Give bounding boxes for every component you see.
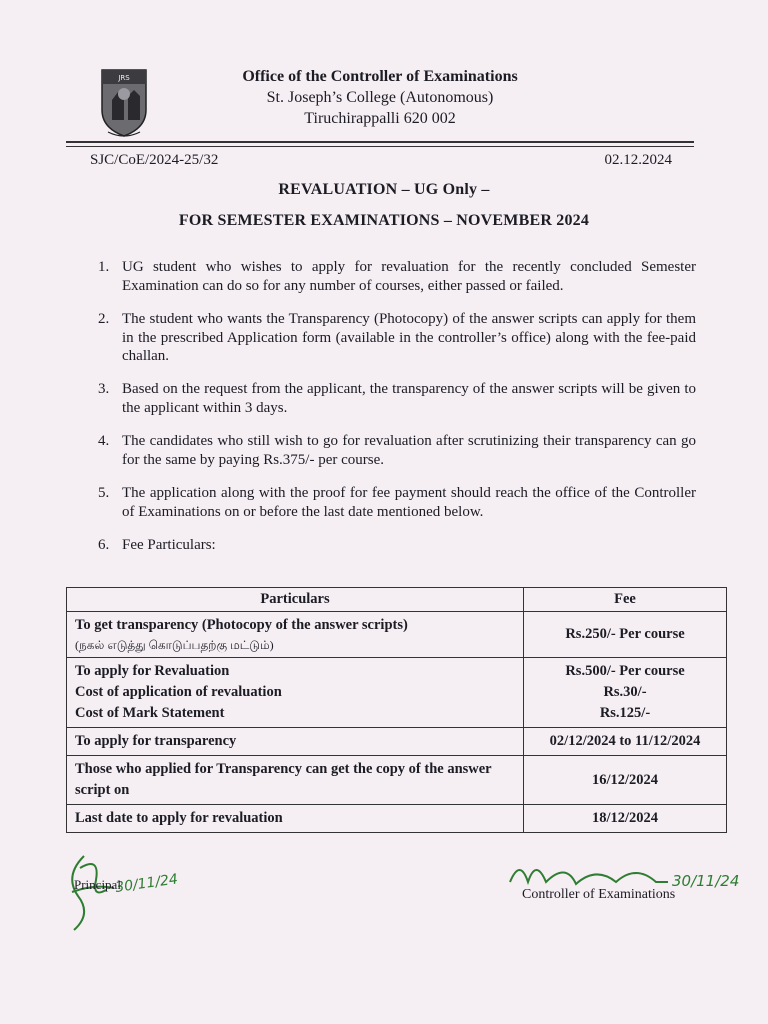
table-cell-particulars: To apply for transparency: [67, 728, 524, 756]
college-address: Tiruchirappalli 620 002: [304, 110, 456, 127]
list-item: 1. UG student who wishes to apply for revaluation for the recently concluded Semester Examination can do so for any number of courses, either passed or failed.: [98, 259, 696, 294]
table-cell-fee: 16/12/2024: [524, 756, 727, 805]
instruction-list: [98, 258, 696, 571]
header-rule-thin: [66, 146, 694, 147]
header-rule-thick: [66, 141, 694, 143]
table-cell-particulars: To get transparency (Photocopy of the answer scripts) (நகல் எடுத்து கொடுப்பதற்கு மட்டும்): [67, 612, 524, 658]
table-cell-fee: Rs.500/- Per course Rs.30/- Rs.125/-: [524, 658, 727, 728]
circular-subtitle: FOR SEMESTER EXAMINATIONS – NOVEMBER 2024: [178, 212, 590, 229]
table-cell-fee: 18/12/2024: [524, 805, 727, 833]
table-cell-particulars: Last date to apply for revaluation: [67, 805, 524, 833]
svg-text:JRS: JRS: [118, 74, 130, 82]
circular-date: 02.12.2024: [604, 152, 672, 168]
circular-title: REVALUATION – UG Only –: [278, 181, 490, 198]
list-item: 6. Fee Particulars:: [98, 537, 216, 553]
table-cell-fee: 02/12/2024 to 11/12/2024: [524, 728, 727, 756]
table-row: [67, 728, 727, 756]
table-row: [67, 612, 727, 658]
reference-number: SJC/CoE/2024-25/32: [90, 152, 219, 168]
tamil-translation: (நகல் எடுத்து கொடுப்பதற்கு மட்டும்): [75, 638, 274, 652]
list-item: 5. The application along with the proof for fee payment should reach the office of the Controller of Examinations on or before the last date mentioned below.: [98, 485, 696, 520]
column-header-fee: Fee: [524, 588, 727, 612]
svg-text:30/11/24: 30/11/24: [114, 871, 179, 896]
svg-text:30/11/24: 30/11/24: [672, 872, 740, 890]
table-cell-particulars: To apply for Revaluation Cost of application of revaluation Cost of Mark Statement: [67, 658, 524, 728]
column-header-particulars: Particulars: [67, 588, 524, 612]
table-cell-fee: Rs.250/- Per course: [524, 612, 727, 658]
college-crest-logo: [98, 66, 150, 138]
table-row: [67, 805, 727, 833]
office-name: Office of the Controller of Examinations: [242, 68, 518, 85]
table-header-row: [67, 588, 727, 612]
list-item: 4. The candidates who still wish to go for revaluation after scrutinizing their transparency can go for the same by paying Rs.375/- per course.: [98, 433, 696, 468]
fee-particulars-table: [66, 587, 727, 833]
coe-label: Controller of Examinations: [522, 887, 676, 902]
principal-label: Principal: [74, 877, 121, 892]
letterhead: [200, 66, 560, 129]
table-row: [67, 658, 727, 728]
college-name: St. Joseph’s College (Autonomous): [266, 89, 494, 106]
table-row: [67, 756, 727, 805]
table-cell-particulars: Those who applied for Transparency can get the copy of the answer script on: [67, 756, 524, 805]
list-item: 3. Based on the request from the applicant, the transparency of the answer scripts will be given to the applicant within 3 days.: [98, 381, 696, 416]
list-item: 2. The student who wants the Transparency (Photocopy) of the answer scripts can apply for them in the prescribed Application form (available in the controller’s office) along with the fee-paid challan.: [98, 311, 696, 364]
